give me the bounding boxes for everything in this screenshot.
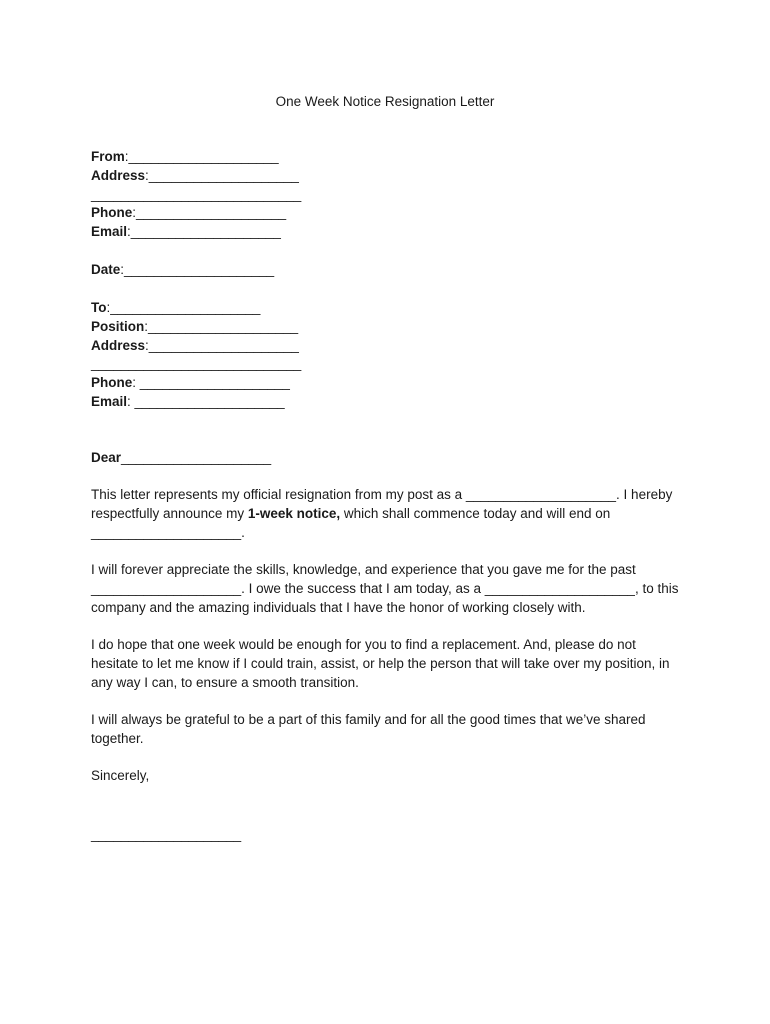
letter-title: One Week Notice Resignation Letter	[275, 94, 495, 109]
date-line: Date:____________________	[91, 262, 275, 277]
to-line: To:____________________	[91, 300, 261, 315]
signature-line: ____________________	[91, 827, 242, 842]
signature-block	[91, 826, 681, 845]
recipient-phone-line: Phone: ____________________	[91, 375, 290, 391]
salutation-line: Dear____________________	[91, 450, 272, 465]
closing-block	[91, 767, 681, 786]
salutation-block	[91, 449, 681, 468]
paragraph-3: I do hope that one week would be enough for you to find a replacement. And, please do not hesitate to let me know if I could train, assist, or help the person that will take over my position, in any way I can, to ensure a smooth transition.	[91, 637, 670, 690]
sender-address-line: Address:____________________	[91, 167, 299, 183]
closing: Sincerely,	[91, 768, 150, 783]
recipient-block	[91, 299, 681, 412]
sender-address-line-2: ____________________________	[91, 186, 302, 202]
recipient-email-line: Email: ____________________	[91, 393, 285, 409]
sender-block	[91, 148, 681, 242]
position-line: Position:____________________	[91, 318, 299, 334]
recipient-address-line-2: ____________________________	[91, 356, 302, 372]
sender-phone-line: Phone:____________________	[91, 205, 287, 221]
from-line: From:____________________	[91, 149, 279, 164]
recipient-address-line: Address:____________________	[91, 337, 299, 353]
date-block	[91, 261, 681, 280]
paragraph-2: I will forever appreciate the skills, knowledge, and experience that you gave me for the past ____________________. I owe the success that I am today, as a ____________________, to this company and the amazing individuals that I have the honor of working closely with.	[91, 562, 679, 615]
paragraph-1: This letter represents my official resignation from my post as a ____________________. I hereby respectfully announce my 1-week notice, which shall commence today and will end on ____________________.	[91, 487, 673, 540]
paragraph-4: I will always be grateful to be a part of this family and for all the good times that we’ve shared together.	[91, 712, 646, 746]
sender-email-line: Email:____________________	[91, 224, 281, 240]
